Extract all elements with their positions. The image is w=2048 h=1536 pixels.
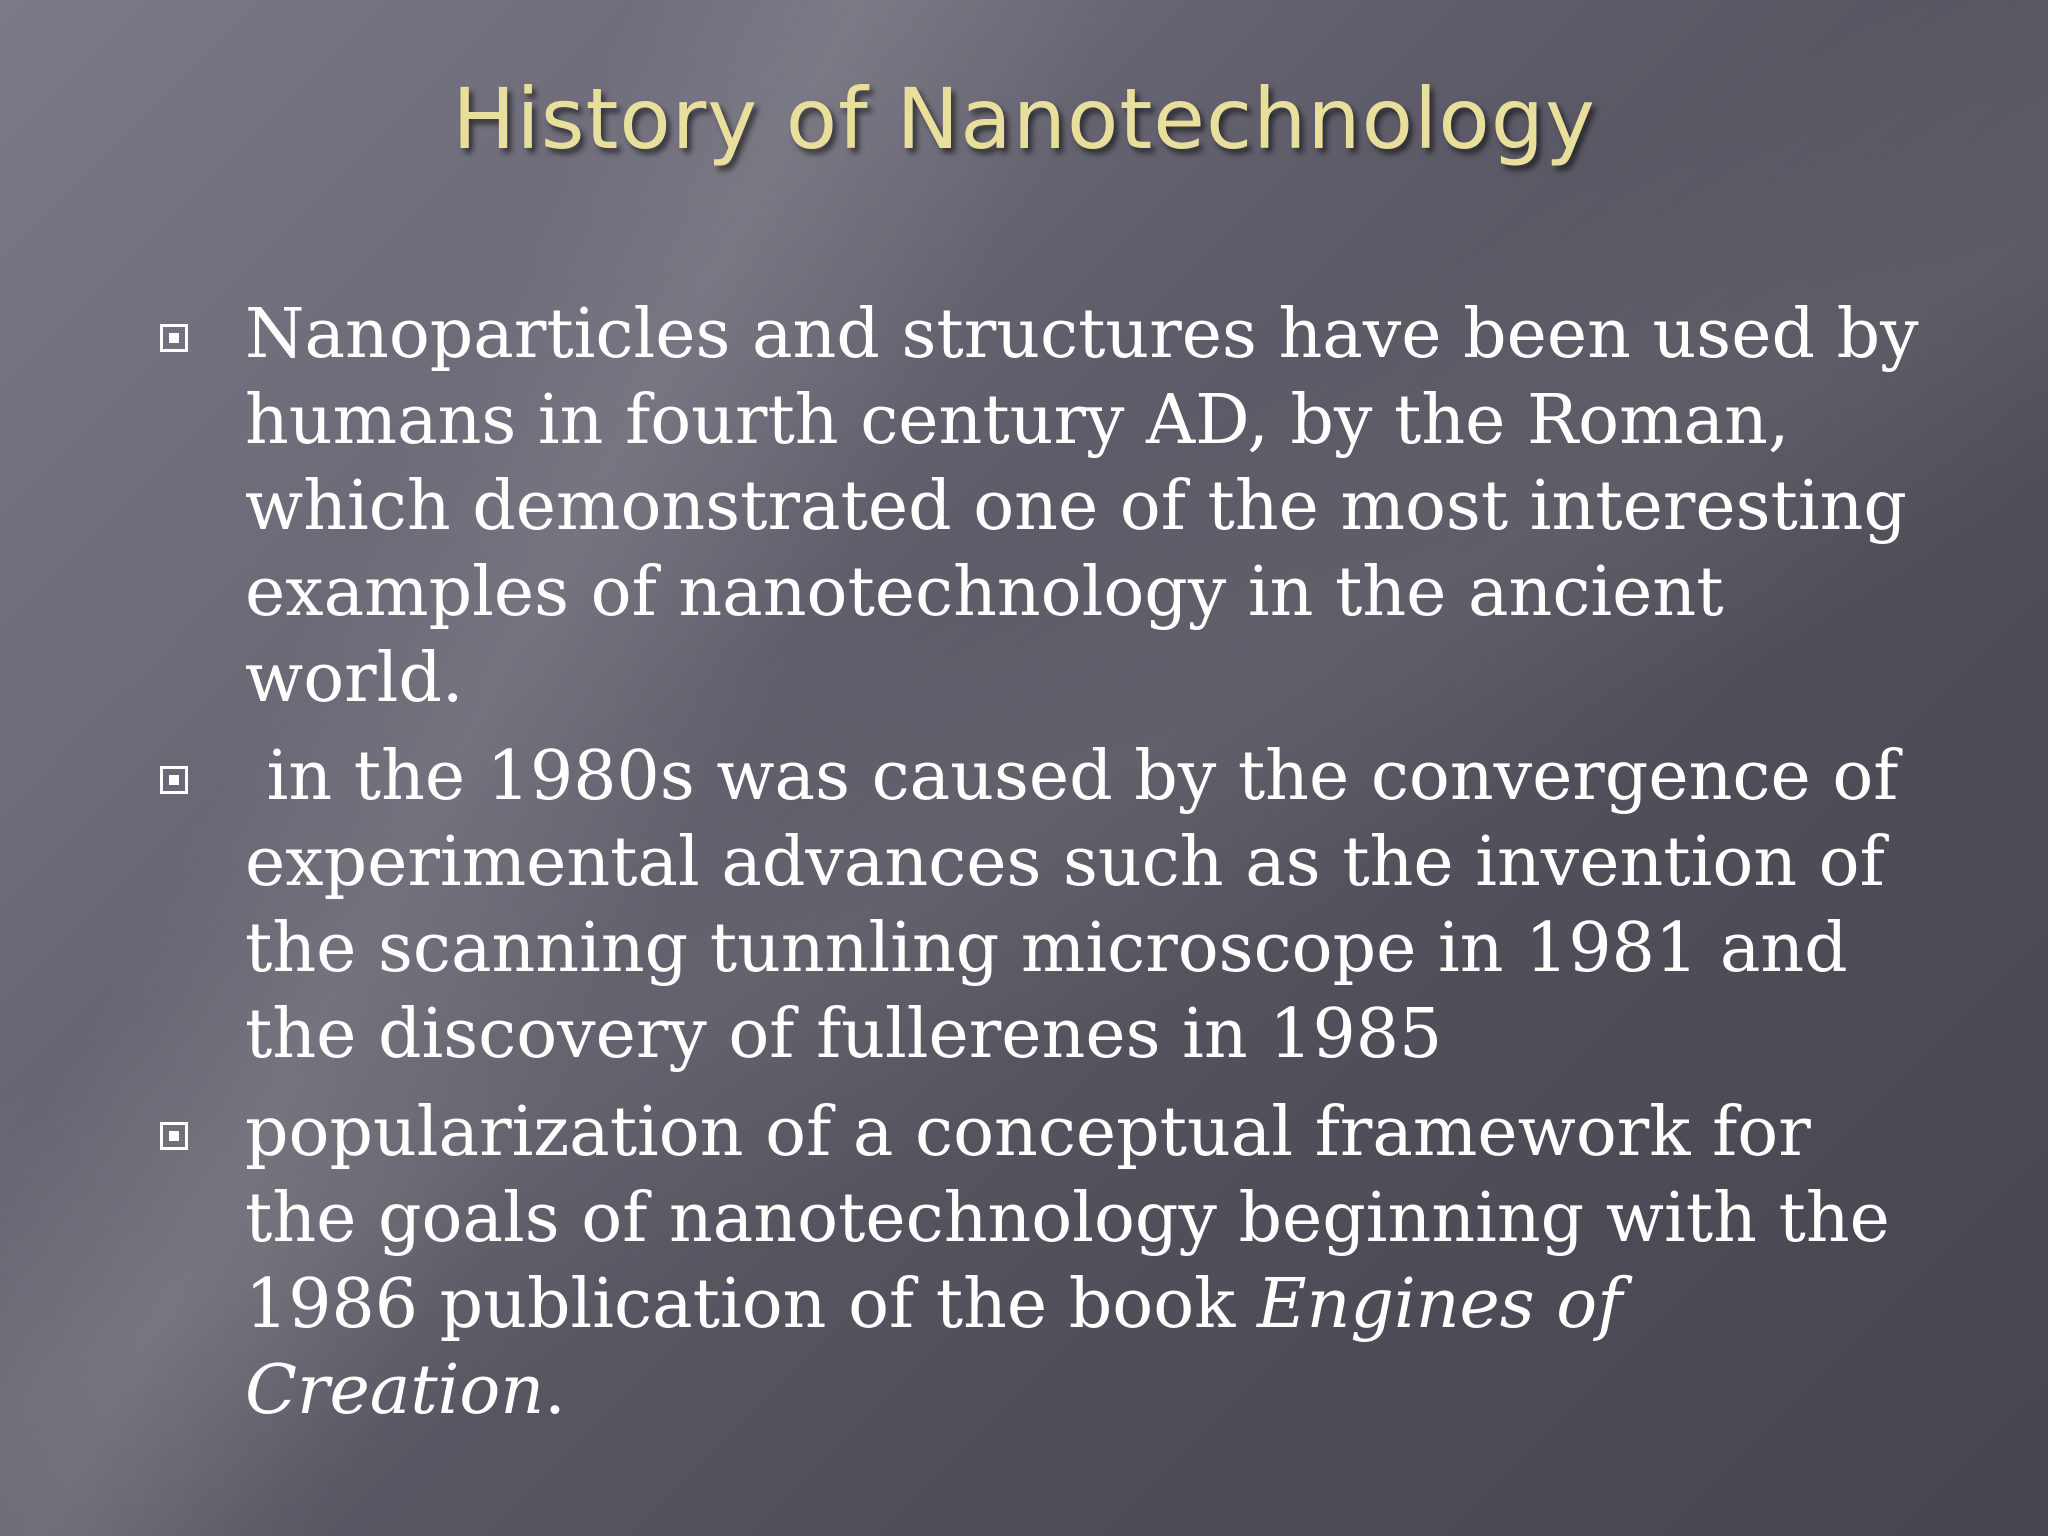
- bullet-text-3-before: popularization of a conceptual framework for the goals of nanotechnology beginning with the 1986 publication of the book: [245, 1093, 1912, 1344]
- square-bullet-icon: [160, 1122, 188, 1150]
- bullet-item-1: [160, 292, 1940, 722]
- bullet-list: [160, 292, 1940, 1446]
- bullet-text-3-after: .: [544, 1351, 566, 1430]
- bullet-item-2: [160, 734, 1940, 1078]
- bullet-item-3: [160, 1090, 1940, 1434]
- square-bullet-icon: [160, 324, 188, 352]
- square-bullet-icon: [160, 766, 188, 794]
- book-title: Engines of Creation: [245, 1265, 1623, 1430]
- bullet-text-2: in the 1980s was caused by the convergence of experimental advances such as the invention of the scanning tunnling microscope in 1981 and the discovery of fullerenes in 1985: [245, 737, 1921, 1074]
- bullet-text-1: Nanoparticles and structures have been used by humans in fourth century AD, by the Roman, which demonstrated one of the most interesting examples of nanotechnology in the ancient world.: [245, 295, 1919, 718]
- slide-title: History of Nanotechnology: [452, 70, 1596, 168]
